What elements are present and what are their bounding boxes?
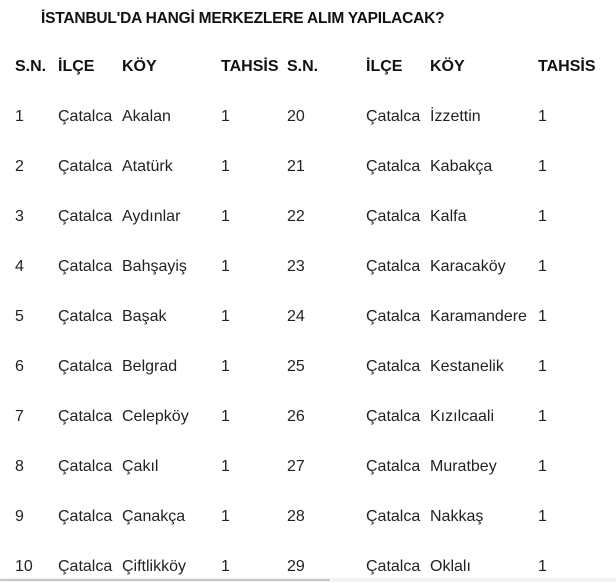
cell-koy-2: Karamandere — [430, 308, 527, 325]
cell-ilce: Çatalca — [58, 158, 113, 175]
cell-tahsis-2: 1 — [538, 108, 547, 125]
cell-sn: 8 — [15, 458, 24, 475]
cell-ilce: Çatalca — [58, 308, 113, 325]
cell-koy: Çiftlikköy — [122, 558, 187, 575]
cell-koy-2: Kabakça — [430, 158, 493, 175]
cell-sn-2: 25 — [287, 358, 305, 375]
cell-ilce: Çatalca — [58, 208, 113, 225]
table-row — [0, 458, 616, 482]
cell-ilce: Çatalca — [58, 108, 113, 125]
cell-tahsis-2: 1 — [538, 308, 547, 325]
table-row — [0, 108, 616, 132]
cell-ilce: Çatalca — [58, 558, 113, 575]
cell-ilce-2: Çatalca — [366, 308, 421, 325]
cell-koy: Belgrad — [122, 358, 178, 375]
header-tahsis: TAHSİS — [221, 58, 279, 75]
horizontal-scrollbar[interactable] — [0, 578, 616, 582]
cell-koy-2: Karacaköy — [430, 258, 506, 275]
cell-tahsis: 1 — [221, 208, 230, 225]
cell-ilce: Çatalca — [58, 508, 113, 525]
cell-koy-2: Nakkaş — [430, 508, 484, 525]
cell-tahsis: 1 — [221, 358, 230, 375]
header-sn-2: S.N. — [287, 58, 319, 75]
scrollbar-thumb[interactable] — [0, 579, 330, 581]
cell-ilce-2: Çatalca — [366, 558, 421, 575]
cell-sn: 5 — [15, 308, 24, 325]
cell-koy-2: Kızılcaali — [430, 408, 495, 425]
cell-sn: 4 — [15, 258, 24, 275]
cell-ilce-2: Çatalca — [366, 408, 421, 425]
cell-tahsis-2: 1 — [538, 208, 547, 225]
header-ilce: İLÇE — [58, 58, 95, 75]
table-header — [0, 58, 616, 82]
cell-sn-2: 27 — [287, 458, 305, 475]
cell-koy: Bahşayiş — [122, 258, 187, 275]
cell-koy: Celepköy — [122, 408, 189, 425]
cell-tahsis-2: 1 — [538, 358, 547, 375]
cell-sn-2: 28 — [287, 508, 305, 525]
cell-sn: 6 — [15, 358, 24, 375]
cell-koy: Atatürk — [122, 158, 173, 175]
cell-sn-2: 29 — [287, 558, 305, 575]
cell-tahsis-2: 1 — [538, 558, 547, 575]
cell-koy-2: Kestanelik — [430, 358, 504, 375]
cell-ilce-2: Çatalca — [366, 458, 421, 475]
cell-sn: 2 — [15, 158, 24, 175]
cell-tahsis: 1 — [221, 158, 230, 175]
cell-sn: 7 — [15, 408, 24, 425]
table-row — [0, 208, 616, 232]
cell-tahsis: 1 — [221, 558, 230, 575]
cell-ilce: Çatalca — [58, 258, 113, 275]
cell-ilce-2: Çatalca — [366, 208, 421, 225]
cell-ilce-2: Çatalca — [366, 258, 421, 275]
cell-ilce-2: Çatalca — [366, 358, 421, 375]
cell-koy-2: Oklalı — [430, 558, 471, 575]
header-koy-2: KÖY — [430, 58, 465, 75]
cell-koy: Çanakça — [122, 508, 186, 525]
header-sn: S.N. — [15, 58, 47, 75]
cell-sn: 3 — [15, 208, 24, 225]
table-row — [0, 358, 616, 382]
cell-koy-2: İzzettin — [430, 108, 481, 125]
cell-tahsis-2: 1 — [538, 458, 547, 475]
cell-tahsis: 1 — [221, 458, 230, 475]
cell-tahsis: 1 — [221, 408, 230, 425]
cell-ilce: Çatalca — [58, 408, 113, 425]
cell-ilce-2: Çatalca — [366, 108, 421, 125]
header-koy: KÖY — [122, 58, 157, 75]
cell-ilce-2: Çatalca — [366, 508, 421, 525]
cell-sn: 1 — [15, 108, 24, 125]
table-row — [0, 308, 616, 332]
header-ilce-2: İLÇE — [366, 58, 403, 75]
cell-ilce: Çatalca — [58, 458, 113, 475]
cell-sn-2: 23 — [287, 258, 305, 275]
table-row — [0, 408, 616, 432]
cell-koy: Çakıl — [122, 458, 159, 475]
cell-koy: Başak — [122, 308, 167, 325]
cell-tahsis: 1 — [221, 108, 230, 125]
cell-koy-2: Muratbey — [430, 458, 497, 475]
cell-ilce-2: Çatalca — [366, 158, 421, 175]
cell-sn-2: 21 — [287, 158, 305, 175]
cell-koy: Aydınlar — [122, 208, 181, 225]
table-row — [0, 258, 616, 282]
cell-sn: 10 — [15, 558, 33, 575]
cell-tahsis-2: 1 — [538, 158, 547, 175]
cell-sn-2: 24 — [287, 308, 305, 325]
cell-koy: Akalan — [122, 108, 171, 125]
cell-sn-2: 22 — [287, 208, 305, 225]
cell-ilce: Çatalca — [58, 358, 113, 375]
table-row — [0, 158, 616, 182]
table-row — [0, 508, 616, 532]
cell-tahsis: 1 — [221, 258, 230, 275]
cell-tahsis: 1 — [221, 508, 230, 525]
cell-sn: 9 — [15, 508, 24, 525]
cell-tahsis: 1 — [221, 308, 230, 325]
cell-tahsis-2: 1 — [538, 408, 547, 425]
cell-koy-2: Kalfa — [430, 208, 467, 225]
cell-tahsis-2: 1 — [538, 258, 547, 275]
cell-tahsis-2: 1 — [538, 508, 547, 525]
cell-sn-2: 26 — [287, 408, 305, 425]
cell-sn-2: 20 — [287, 108, 305, 125]
page-title: İSTANBUL'DA HANGİ MERKEZLERE ALIM YAPILACAK? — [41, 10, 445, 27]
header-tahsis-2: TAHSİS — [538, 58, 596, 75]
